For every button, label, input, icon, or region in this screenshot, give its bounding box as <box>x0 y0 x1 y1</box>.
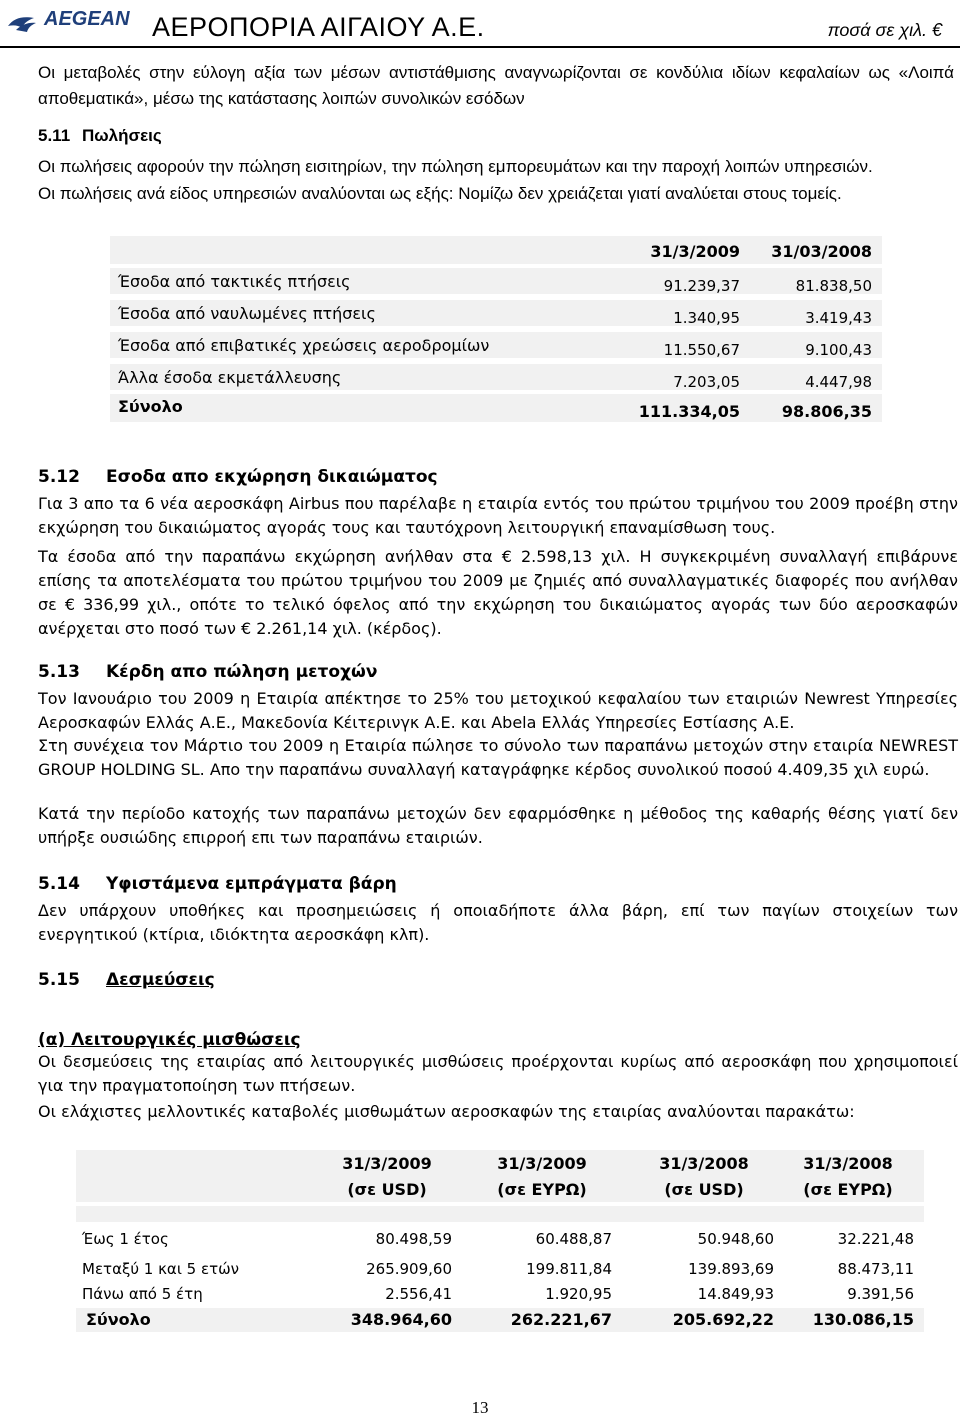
row-label: Έσοδα από ναυλωμένες πτήσεις <box>118 304 376 323</box>
total-value: 111.334,05 <box>638 402 740 421</box>
row-value: 11.550,67 <box>663 341 740 359</box>
leases-subheading: (α) Λειτουργικές μισθώσεις <box>38 1030 301 1050</box>
header-divider <box>0 46 960 48</box>
row-label: Πάνω από 5 έτη <box>82 1285 203 1303</box>
table-row <box>110 332 882 358</box>
section-number: 5.11 <box>38 126 71 145</box>
lease-table-header <box>76 1150 924 1202</box>
revenue-col1-header: 31/3/2009 <box>650 242 740 261</box>
row-label: Έως 1 έτος <box>82 1230 169 1248</box>
section-number: 5.12 <box>38 467 80 487</box>
total-label: Σύνολο <box>118 397 183 416</box>
total-value: 205.692,22 <box>672 1310 774 1329</box>
aegean-logo <box>6 6 136 36</box>
section-5-13-heading <box>38 660 958 684</box>
table-row <box>76 1285 924 1307</box>
revenue-total-row <box>110 394 882 422</box>
row-value: 4.447,98 <box>805 373 872 391</box>
intro-paragraph: Οι μεταβολές στην εύλογη αξία των μέσων αντιστάθμισης αναγνωρίζονται σε κονδύλια ιδίων κεφαλαίων ως «Λοιπά αποθεματικά», μέσω της κατάστασης λοιπών συνολικών εσόδων <box>38 63 954 108</box>
total-value: 130.086,15 <box>812 1310 914 1329</box>
row-value: 9.100,43 <box>805 341 872 359</box>
row-label: Μεταξύ 1 και 5 ετών <box>82 1260 240 1278</box>
row-value: 9.391,56 <box>847 1285 914 1303</box>
section-5-14-paragraph: Δεν υπάρχουν υποθήκες και προσημειώσεις ή οποιαδήποτε άλλα βάρη, επί των παγίων στοιχείων των ενεργητικού (κτίρια, ιδιόκτητα αεροσκάφη κλπ). <box>38 901 958 944</box>
row-value: 265.909,60 <box>366 1260 452 1278</box>
section-number: 5.14 <box>38 874 80 894</box>
section-5-13-paragraph2: Στη συνέχεια τον Μάρτιο του 2009 η Εταιρία πώλησε το σύνολο των παραπάνω μετοχών στην εταιρία NEWREST GROUP HOLDING SL. Απο την παραπάνω συναλλαγή καταγράφηκε κέρδος συνολικού ποσού 4.409,35 χιλ ευρώ. <box>38 736 958 779</box>
row-value: 139.893,69 <box>688 1260 774 1278</box>
section-5-12-heading <box>38 465 958 489</box>
header-date: 31/3/2008 <box>803 1154 893 1173</box>
row-value: 50.948,60 <box>697 1230 774 1248</box>
header-currency: (σε USD) <box>347 1180 427 1199</box>
total-label: Σύνολο <box>86 1310 151 1329</box>
section-title: Πωλήσεις <box>82 126 162 145</box>
row-value: 32.221,48 <box>837 1230 914 1248</box>
leases-paragraph1: Οι δεσμεύσεις της εταιρίας από λειτουργικές μισθώσεις προέρχονται κυρίως από αεροσκάφη που χρησιμοποιεί για την πραγματοποίηση των πτήσεων. <box>38 1052 958 1095</box>
section-title: Δεσμεύσεις <box>106 970 215 990</box>
total-value: 348.964,60 <box>350 1310 452 1329</box>
table-row <box>110 300 882 326</box>
header-currency: (σε ΕΥΡΩ) <box>803 1180 893 1199</box>
table-row <box>110 364 882 390</box>
row-value: 14.849,93 <box>697 1285 774 1303</box>
header-date: 31/3/2009 <box>342 1154 432 1173</box>
logo-text: AEGEAN <box>44 8 130 30</box>
section-title: Εσοδα απο εκχώρηση δικαιώματος <box>106 467 438 487</box>
section-5-14-heading <box>38 872 958 896</box>
revenue-col2-header: 31/03/2008 <box>771 242 872 261</box>
row-value: 91.239,37 <box>663 277 740 295</box>
section-5-15-heading <box>38 968 958 992</box>
header-date: 31/3/2008 <box>659 1154 749 1173</box>
unit-note: ποσά σε χιλ. € <box>827 20 942 40</box>
total-value: 262.221,67 <box>510 1310 612 1329</box>
section-title: Κέρδη απο πώληση μετοχών <box>106 662 378 682</box>
table-row <box>76 1230 924 1252</box>
page-number: 13 <box>471 1398 489 1417</box>
lease-table-spacer <box>76 1206 924 1222</box>
section-title: Υφιστάμενα εμπράγματα βάρη <box>106 874 397 894</box>
section-5-11-heading <box>38 124 958 148</box>
section-5-11-line2: Οι πωλήσεις ανά είδος υπηρεσιών αναλύονται ως εξής: Νομίζω δεν χρειάζεται γιατί αναλύεται στους τομείς. <box>38 184 842 203</box>
row-value: 88.473,11 <box>837 1260 914 1278</box>
row-value: 199.811,84 <box>526 1260 612 1278</box>
header-currency: (σε USD) <box>664 1180 744 1199</box>
row-value: 81.838,50 <box>795 277 872 295</box>
section-5-13-paragraph3: Κατά την περίοδο κατοχής των παραπάνω μετοχών δεν εφαρμόσθηκε η μέθοδος της καθαρής θέσης γιατί δεν υπήρξε ουσιώδης επιρροή επι των παραπάνω εταιριών. <box>38 804 958 847</box>
company-title: ΑΕΡΟΠΟΡΙΑ ΑΙΓΑΙΟΥ Α.Ε. <box>152 12 485 42</box>
row-value: 3.419,43 <box>805 309 872 327</box>
row-value: 2.556,41 <box>385 1285 452 1303</box>
revenue-table-header <box>110 236 882 264</box>
row-value: 60.488,87 <box>535 1230 612 1248</box>
section-number: 5.13 <box>38 662 80 682</box>
row-value: 1.920,95 <box>545 1285 612 1303</box>
row-value: 7.203,05 <box>673 373 740 391</box>
row-label: Έσοδα από τακτικές πτήσεις <box>118 272 351 291</box>
table-row <box>110 268 882 294</box>
leases-paragraph2: Οι ελάχιστες μελλοντικές καταβολές μισθωμάτων αεροσκαφών της εταιρίας αναλύονται παρακάτω: <box>38 1102 855 1121</box>
header-date: 31/3/2009 <box>497 1154 587 1173</box>
row-label: Έσοδα από επιβατικές χρεώσεις αεροδρομίων <box>118 336 490 355</box>
section-number: 5.15 <box>38 970 80 990</box>
section-5-11-line1: Οι πωλήσεις αφορούν την πώληση εισιτηρίων, την πώληση εμπορευμάτων και την παροχή λοιπών υπηρεσιών. <box>38 157 873 176</box>
section-5-12-paragraph1: Για 3 απο τα 6 νέα αεροσκάφη Airbus που παρέλαβε η εταιρία εντός του πρώτου τριμήνου του 2009 προέβη στην εκχώρηση του δικαιώματος αγοράς τους και ταυτόχρονη λειτουργική επαναμίσθωση τους. <box>38 494 958 537</box>
table-row <box>76 1260 924 1282</box>
lease-total-row <box>76 1308 924 1332</box>
row-value: 80.498,59 <box>375 1230 452 1248</box>
header-currency: (σε ΕΥΡΩ) <box>497 1180 587 1199</box>
row-label: Άλλα έσοδα εκμετάλλευσης <box>118 368 342 387</box>
section-5-12-paragraph2: Τα έσοδα από την παραπάνω εκχώρηση ανήλθαν στα € 2.598,13 χιλ. Η συγκεκριμένη συναλλαγή επιβάρυνε επίσης τα αποτελέσματα του πρώτου τριμήνου του 2009 με ζημιές από συναλλαγματικές διαφορές που ανήλθαν σε € 336,99 χιλ., οπότε το τελικό όφελος από την εκχώρηση του δικαιώματος αγοράς των δύο αεροσκαφών ανέρχεται στο ποσό των € 2.261,14 χιλ. (κέρδος). <box>38 547 958 638</box>
row-value: 1.340,95 <box>673 309 740 327</box>
section-5-13-paragraph1: Τον Ιανουάριο του 2009 η Εταιρία απέκτησε το 25% του μετοχικού κεφαλαίου των εταιριών Newrest Υπηρεσίες Αεροσκαφών Ελλάς Α.Ε., Μακεδονία Κέιτερινγκ Α.Ε. και Abela Ελλάς Υπηρεσίες Εστίασης Α.Ε. <box>38 689 958 732</box>
total-value: 98.806,35 <box>781 402 872 421</box>
